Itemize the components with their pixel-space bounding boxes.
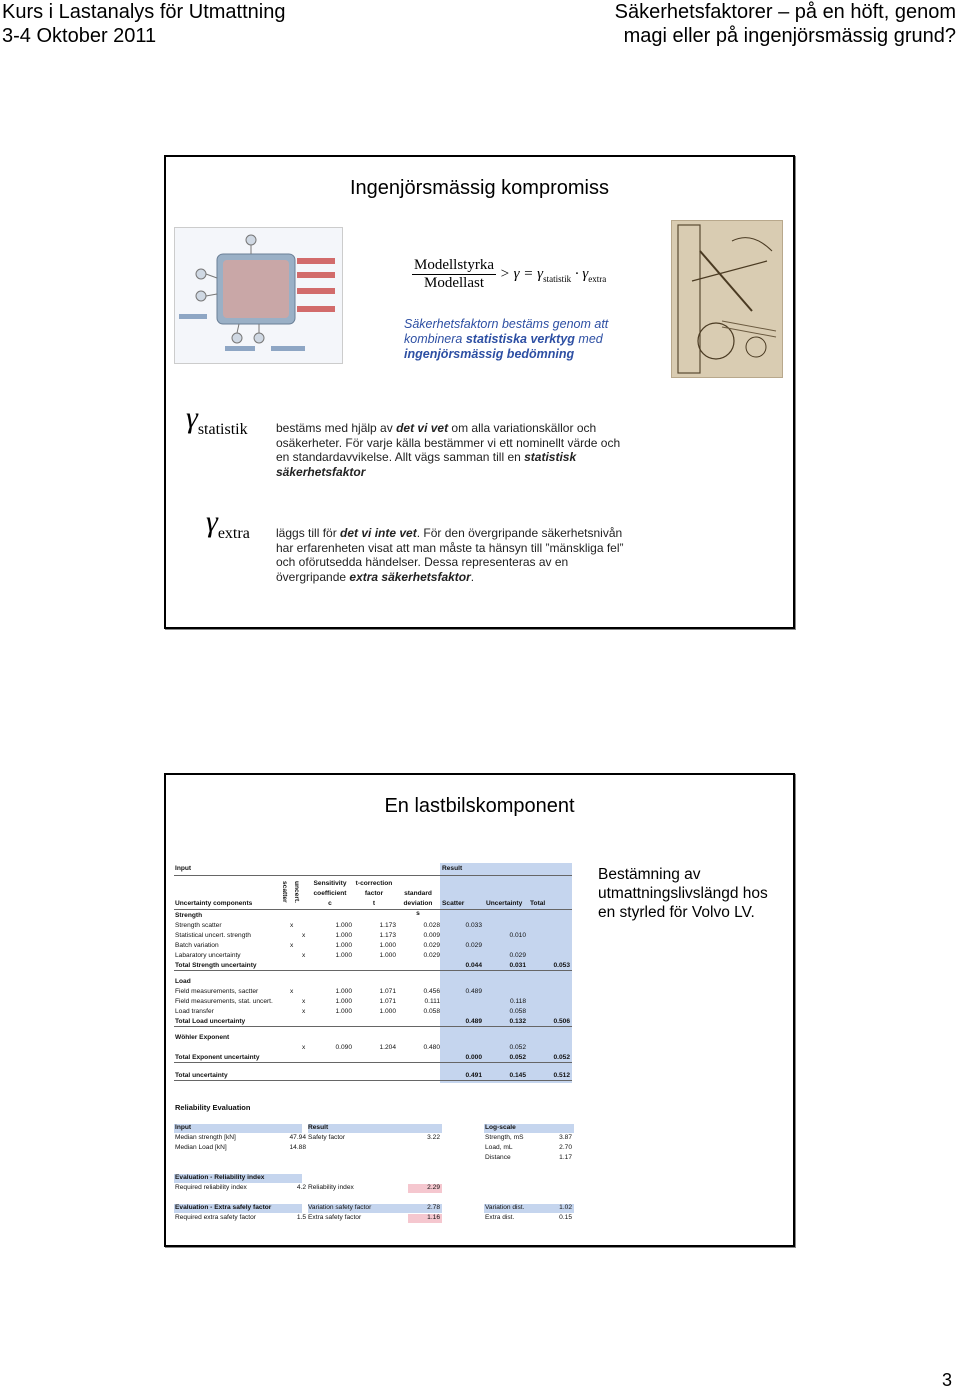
load-ml-value: 2.70	[559, 1144, 572, 1151]
required-reliability-label: Required reliability index	[175, 1184, 247, 1191]
gamma-extra-description: läggs till för det vi inte vet. För den övergripande säkerhetsnivån har erfarenheten visat att man måste ta hänsyn till ”mänskliga fel” och oförutsedda händelser. Dessa representeras av en övergripande extra säkerhetsfaktor.	[276, 526, 624, 584]
scatter-result-header: Scatter	[442, 900, 465, 907]
formula-sub-extra: extra	[588, 273, 607, 284]
result-header: Result	[442, 865, 463, 872]
presentation-title-line2: magi eller på ingenjörsmässig grund?	[623, 25, 956, 47]
rel-input-header: Input	[175, 1124, 192, 1131]
safety-factor-formula	[412, 257, 606, 292]
page-number: 3	[941, 1370, 952, 1390]
variation-dist-value: 1.02	[559, 1204, 572, 1211]
cell-t: 1.204	[379, 1044, 396, 1051]
formula-caption: Säkerhetsfaktorn bestäms genom att kombinera statistiska verktyg med ingenjörsmässig bedömning	[404, 317, 609, 361]
table-row	[174, 941, 574, 951]
reliability-index-label: Reliability index	[308, 1184, 354, 1191]
cell-s: 0.029	[423, 952, 440, 959]
gamma-statistik-symbol: $\gamma_{statistik}$	[186, 401, 248, 438]
cell-t: 1.000	[379, 952, 396, 959]
cell-r1: 0.489	[465, 988, 482, 995]
cell-r1: 0.489	[465, 1018, 482, 1025]
table-row	[174, 1043, 574, 1053]
cell-t: 1.000	[379, 1008, 396, 1015]
strength-ms-label: Strength, mS	[485, 1134, 524, 1141]
required-extra-sf-label: Required extra safety factor	[175, 1214, 256, 1221]
extra-sf-value: 1.16	[427, 1214, 440, 1221]
presentation-title-line1: Säkerhetsfaktorer – på en höft, genom	[614, 1, 956, 23]
cell-c: 1.000	[335, 932, 352, 939]
formula-rhs: > γ = γ	[499, 265, 544, 282]
scatter-col-header: scatter	[281, 881, 288, 903]
cell-s: 0.058	[423, 1008, 440, 1015]
cell-r2: 0.132	[509, 1018, 526, 1025]
cell-s: 0.029	[423, 942, 440, 949]
extra-sf-label: Extra safety factor	[308, 1214, 362, 1221]
table-row	[174, 987, 574, 997]
strength-ms-value: 3.87	[559, 1134, 572, 1141]
input-header: Input	[175, 865, 192, 872]
cell-r1: 0.029	[465, 942, 482, 949]
distance-label: Distance	[485, 1154, 511, 1161]
required-reliability-value: 4.2	[296, 1184, 306, 1191]
cell-s: 0.111	[424, 998, 440, 1005]
cell-r2: 0.010	[509, 932, 526, 939]
table-row	[174, 997, 574, 1007]
cell-r3: 0.052	[553, 1054, 570, 1061]
stddev-col-header: standard deviation s	[403, 890, 433, 917]
cell-name: Total Strength uncertainty	[175, 962, 257, 969]
course-title: Kurs i Lastanalys för Utmattning	[2, 1, 286, 23]
cell-r1: 0.491	[465, 1072, 482, 1079]
cell-c: 1.000	[335, 942, 352, 949]
total-result-header: Total	[530, 900, 546, 907]
presentation-title-header	[615, 0, 956, 48]
cell-c: 1.000	[335, 922, 352, 929]
cell-r2: 0.052	[509, 1054, 526, 1061]
cell-r3: 0.512	[553, 1072, 570, 1079]
sketch-illustration	[672, 221, 782, 377]
formula-sub-statistik: statistik	[543, 273, 572, 284]
required-extra-sf-value: 1.5	[296, 1214, 306, 1221]
da-vinci-sketch-image	[671, 220, 783, 378]
variation-dist-label: Variation dist.	[485, 1204, 525, 1211]
table-row	[174, 951, 574, 961]
cell-sc: x	[290, 922, 294, 929]
cell-c: 1.000	[335, 1008, 352, 1015]
cell-c: 0.090	[335, 1044, 352, 1051]
gamma-extra-symbol: $\gamma_{extra}$	[206, 505, 250, 542]
variation-sources-diagram	[174, 227, 343, 364]
cell-s: 0.456	[423, 988, 440, 995]
cell-r1: 0.000	[465, 1054, 482, 1061]
cell-name: Load transfer	[175, 1008, 214, 1015]
cell-r3: 0.053	[553, 962, 570, 969]
cell-r2: 0.118	[509, 998, 526, 1005]
eval-reliability-title: Evaluation - Reliability index	[175, 1174, 265, 1181]
cell-sc: x	[290, 988, 294, 995]
cell-r2: 0.145	[509, 1072, 526, 1079]
cell-r2: 0.031	[509, 962, 526, 969]
cell-un: x	[302, 1044, 306, 1051]
median-strength-label: Median strength [kN]	[175, 1134, 236, 1141]
variation-sf-label: Variation safety factor	[308, 1204, 372, 1211]
cell-name: Strength scatter	[175, 922, 222, 929]
slide-title: En lastbilskomponent	[384, 795, 575, 817]
cell-t: 1.071	[379, 988, 396, 995]
cell-c: 1.000	[335, 988, 352, 995]
table-row	[174, 921, 574, 931]
reliability-evaluation	[174, 1103, 584, 1233]
cell-t: 1.173	[379, 922, 396, 929]
cell-s: 0.028	[423, 922, 440, 929]
slide-lastbilskomponent	[164, 773, 795, 1247]
median-load-value: 14.88	[289, 1144, 306, 1151]
cell-un: x	[302, 932, 306, 939]
cell-un: x	[302, 952, 306, 959]
reliability-index-value: 2.29	[427, 1184, 440, 1191]
cell-s: 0.480	[423, 1044, 440, 1051]
extra-dist-label: Extra dist.	[485, 1214, 515, 1221]
cell-c: 1.000	[335, 998, 352, 1005]
safety-factor-label: Safety factor	[308, 1134, 346, 1141]
uncertainty-table	[174, 863, 576, 1083]
sensitivity-col-header: Sensitivity coefficient c	[313, 880, 347, 907]
distance-value: 1.17	[559, 1154, 572, 1161]
cell-un: x	[302, 998, 306, 1005]
uncert-col-header: uncert.	[293, 881, 300, 903]
component-note: Bestämning av utmattningslivslängd hos en styrled för Volvo LV.	[598, 866, 768, 921]
strength-section-label: Strength	[175, 912, 203, 919]
cell-sc: x	[290, 942, 294, 949]
cell-name: Field measurements, sactter	[175, 988, 259, 995]
cell-t: 1.071	[379, 998, 396, 1005]
gamma-statistik-description: bestäms med hjälp av det vi vet om alla variationskällor och osäkerheter. För varje källa bestämmer vi ett nominellt värde och en standardavvikelse. Allt vägs samman till en statistisk säkerhetsfaktor	[276, 421, 621, 479]
cell-name: Total Load uncertainty	[175, 1018, 246, 1025]
table-row	[174, 931, 574, 941]
eval-extra-sf-title: Evaluation - Extra safely factor	[175, 1204, 272, 1211]
cell-s: 0.009	[423, 932, 440, 939]
diagram-illustration	[175, 228, 342, 363]
cell-r2: 0.058	[509, 1008, 526, 1015]
cell-name: Field measurements, stat. uncert.	[175, 998, 273, 1005]
uncertainty-components-label: Uncertainty components	[175, 900, 253, 907]
cell-name: Statistical uncert. strength	[175, 932, 251, 939]
cell-r2: 0.029	[509, 952, 526, 959]
course-title-header	[2, 0, 285, 48]
cell-t: 1.173	[379, 932, 396, 939]
cell-name: Total uncertainty	[175, 1072, 228, 1079]
variation-sf-value: 2.78	[427, 1204, 440, 1211]
extra-dist-value: 0.15	[559, 1214, 572, 1221]
slide-title: Ingenjörsmässig kompromiss	[350, 177, 609, 199]
formula-dot: · γ	[571, 265, 589, 282]
wohler-section-label: Wöhler Exponent	[175, 1034, 230, 1041]
cell-r1: 0.044	[465, 962, 482, 969]
slide-ingenjorsmassig-kompromiss	[164, 155, 795, 629]
tcorrection-col-header: t-correction factor t	[355, 880, 393, 907]
cell-un: x	[302, 1008, 306, 1015]
median-load-label: Median Load [kN]	[175, 1144, 227, 1151]
cell-name: Labaratory uncertainty	[175, 952, 241, 959]
uncertainty-result-header: Uncertainty	[486, 900, 523, 907]
load-ml-label: Load, mL	[485, 1144, 513, 1151]
cell-t: 1.000	[379, 942, 396, 949]
cell-c: 1.000	[335, 952, 352, 959]
rel-result-header: Result	[308, 1124, 329, 1131]
median-strength-value: 47.94	[289, 1134, 306, 1141]
load-section-label: Load	[175, 978, 191, 985]
reliability-title: Reliability Evaluation	[175, 1103, 251, 1112]
model-load: Modellast	[424, 275, 484, 291]
cell-r3: 0.506	[553, 1018, 570, 1025]
cell-r2: 0.052	[509, 1044, 526, 1051]
table-row	[174, 1007, 574, 1017]
model-ratio	[412, 257, 496, 292]
cell-name: Batch variation	[175, 942, 219, 949]
safety-factor-value: 3.22	[427, 1134, 440, 1141]
course-date: 3-4 Oktober 2011	[2, 25, 157, 47]
rel-logscale-header: Log-scale	[485, 1124, 516, 1131]
model-strength: Modellstyrka	[414, 257, 494, 273]
cell-r1: 0.033	[465, 922, 482, 929]
cell-name: Total Exponent uncertainty	[175, 1054, 260, 1061]
